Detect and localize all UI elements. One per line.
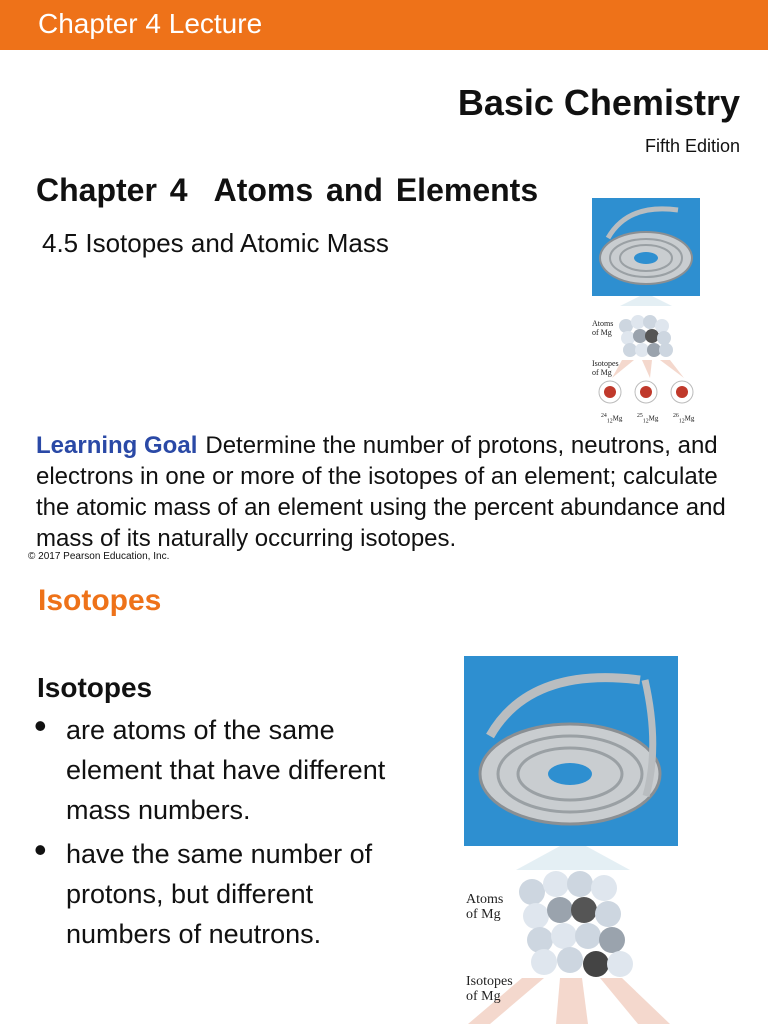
atom-cluster-large: [519, 871, 633, 977]
edition: Fifth Edition: [644, 136, 740, 156]
isotope-25-label: $^{25}_{12}$Mg: [637, 413, 659, 425]
isotope-26-label: $^{26}_{12}$Mg: [673, 413, 695, 425]
section-title: 4.5 Isotopes and Atomic Mass: [42, 228, 389, 258]
magnesium-figure-small: [588, 198, 704, 426]
learning-goal: [36, 430, 736, 554]
lecture-header: Chapter 4 Lecture: [38, 8, 263, 39]
book-title: Basic Chemistry: [457, 82, 740, 123]
definition-heading: Isotopes: [37, 672, 153, 703]
list-item: • are atoms of the same element that have different mass numbers.: [32, 710, 392, 830]
isotope-24-label: $^{24}_{12}$Mg: [601, 413, 623, 425]
atoms-of-mg-label-small: Atoms of Mg: [592, 319, 614, 337]
isotope-nuclei-small: [599, 381, 693, 403]
slide-title: Isotopes: [38, 584, 162, 617]
definition-list: [32, 710, 392, 958]
learning-goal-text: Determine the number of protons, neutrons, and electrons in one or more of the isotopes of an element; calculate the atomic mass of an element using the percent abundance and mass of its naturally occurring isotopes.: [36, 432, 726, 552]
chapter-name: Atoms and Elements: [213, 172, 539, 208]
isotopes-of-mg-label: Isotopes of Mg: [466, 974, 513, 1005]
atom-cluster-small: [619, 315, 673, 357]
isotopes-of-mg-label-small: Isotopes of Mg: [592, 359, 619, 377]
learning-goal-label: Learning Goal: [36, 432, 198, 459]
isotopes-slide: [0, 572, 768, 1024]
header-bar: [0, 0, 768, 50]
chapter-number: Chapter 4: [36, 172, 188, 208]
atoms-of-mg-label: Atoms of Mg: [466, 892, 504, 923]
chapter-title: [36, 172, 538, 209]
magnesium-figure-large: [460, 656, 680, 1024]
copyright: © 2017 Pearson Education, Inc.: [28, 551, 170, 562]
list-item: • have the same number of protons, but different numbers of neutrons.: [32, 834, 392, 954]
